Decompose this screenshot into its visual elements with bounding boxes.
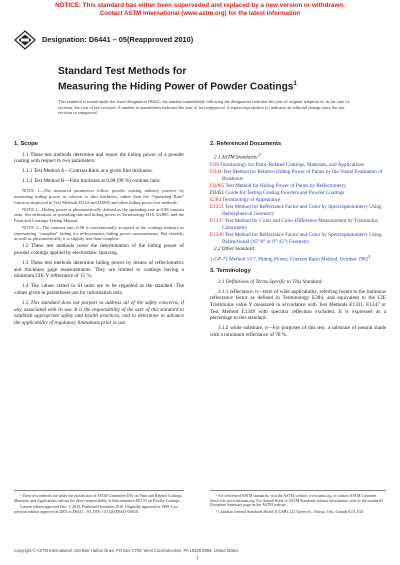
- section-heading-terminology: 3. Terminology: [210, 268, 251, 275]
- page-number: 1: [196, 556, 199, 561]
- other-standard-label: 2.2 Other Standard:: [214, 246, 256, 253]
- footnote-3: ³ Canadian General Standards Board, (CGSB), 222 Queen St., Ottawa, Ont., Canada K1A 1G6.: [216, 510, 365, 515]
- footnotes-left: [14, 490, 184, 517]
- reference-item: [210, 162, 386, 169]
- footnote-1: ¹ These test methods are under the jurisdiction of ASTM Committee D01 on Paint and Related Coatings, Materials, and Applications and are the direct responsibility of Subcommittee D01.51 on Powder Coatings.: [14, 494, 183, 503]
- reference-link[interactable]: D2805: [210, 182, 225, 189]
- terminology-3-1: 3.1 Definitions of Terms Specific to This Standard:: [218, 278, 324, 285]
- other-reference-list: [210, 254, 386, 263]
- scope-1-1: 1.1 These test methods determine and report the hiding power of a powder coating with respect to two parameters:: [14, 151, 184, 165]
- notice-line-1: NOTICE: This standard has either been superseded and replaced by a new version or withdrawn.: [55, 2, 345, 9]
- astm-standards-label: 2.1 ASTM Standards:: [214, 154, 259, 161]
- reference-code: D3451: [210, 190, 225, 197]
- notice-line-2: Contact ASTM International (www.astm.org) for the latest information: [99, 9, 301, 17]
- reference-list: [210, 162, 386, 245]
- reference-item: [210, 197, 386, 204]
- reference-item: [210, 218, 386, 231]
- reference-item: [210, 169, 386, 182]
- reference-link[interactable]: E284: [210, 197, 221, 204]
- footnote-2: ² For referenced ASTM standards, visit the ASTM website, www.astm.org, or contact ASTM Customer Service at service@astm.org. For Annual Book of ASTM Standards volume information, refer to the standard's Document Summary page on the ASTM website.: [210, 494, 383, 508]
- reference-link[interactable]: E1349: [210, 232, 224, 239]
- title-line-1: Standard Test Methods for: [58, 66, 187, 77]
- title-line-2: Measuring the Hiding Power of Powder Coatings: [58, 81, 294, 93]
- scope-1-1-1: 1.1.1 Test Method A—Contrast Ratio at a given film thickness.: [22, 168, 153, 175]
- reference-item: [210, 204, 386, 217]
- note-3: NOTE 3—The contrast ratio 0.98 is conventionally accepted in the coatings industry as representing “complete” hiding for reflectometric hiding power measurements. But visually, as well as photometrically, it is slightly less than complete.: [14, 225, 184, 242]
- reference-title[interactable]: Terminology of Appearance: [222, 197, 281, 204]
- issuance-note: This standard is issued under the fixed designation D6441; the number immediately following the designation indicates the year of original adoption or, in the case of revision, the year of last revision. A number in parentheses indicates the year of last reapproval. A superscript epsilon (ε) indicates an editorial change since the last revision or reapproval.: [58, 99, 349, 116]
- reference-link[interactable]: D344: [210, 169, 222, 176]
- reference-link[interactable]: E1331: [210, 204, 224, 211]
- document-title: [58, 66, 358, 93]
- reference-title[interactable]: Test Method for Reflectance Factor and Color by Spectrophotometry Using Hemispherical Geometry: [222, 204, 382, 218]
- reference-link[interactable]: D16: [210, 161, 219, 168]
- scope-1-1-2: 1.1.2 Test Method B—Film thickness at 0.98 (98 %) contrast ratio.: [22, 178, 161, 185]
- reference-title[interactable]: Terminology for Paint, Related Coatings, Materials, and Applications: [220, 161, 365, 168]
- reference-title[interactable]: Test Method for Color and Color-Difference Measurement by Tristimulus Colorimetry: [222, 218, 378, 231]
- document-header: [14, 30, 389, 50]
- title-footnote-mark: 1: [293, 81, 297, 87]
- footnotes-right: [210, 490, 386, 517]
- reference-title[interactable]: Test Method for Relative Hiding Power of Paints by the Visual Evaluation of Brushouts: [222, 169, 383, 182]
- reference-item: [210, 232, 386, 245]
- supersede-notice: [0, 2, 400, 17]
- right-column: [210, 141, 386, 342]
- reference-title[interactable]: Guide for Testing Coating Powders and Powder Coatings: [225, 190, 345, 197]
- designation: Designation: D6441 – 05(Reapproved 2010): [42, 35, 194, 44]
- reference-title[interactable]: Test Method for Hiding Power of Paints by Reflectometry: [225, 182, 346, 189]
- note-1: NOTE 1—The measured parameters follow powder coating industry practice by measuring hiding power in relation to film thickness, rather than the “Spreading Rate” function employed in Test Methods D344 and D2805 and other hiding power test methods.: [14, 188, 184, 205]
- footnote-mark-3: 3: [368, 253, 371, 259]
- terminology-3-1-1: 3.1.1 reflectance, n—term of wide applicability, referring herein to the luminous reflectance factor as defined in Terminology E284, and equivalent to the CIE Tristimulus value Y measured in accordance with Test Methods E1331, E1347 or Test Method E1349 with specular reflection excluded. It is expressed as a percentage in this standard.: [210, 288, 386, 322]
- astm-logo-icon: [14, 30, 36, 50]
- left-column: [14, 141, 184, 330]
- scope-1-5: 1.5 This standard does not purport to address all of the safety concerns, if any, associated with its use. It is the responsibility of the user of this standard to establish appropriate safety and health practices, and to determine in advance the applicability of regulatory limitations prior to use.: [14, 299, 184, 326]
- scope-1-3: 1.3 These test methods determine hiding power by means of reflectometric and thickness gage measurements. They are limited to coatings having a minimum CIE-Y reflectance of 15 %.: [14, 260, 184, 280]
- reference-item: [210, 183, 386, 190]
- reference-item: [210, 190, 386, 197]
- reference-link[interactable]: E1347: [210, 218, 224, 225]
- footnote-mark-2: 2: [258, 151, 261, 157]
- scope-1-2: 1.2 These test methods cover the determination of the hiding power of powder coatings applied by electrostatic spraying.: [14, 243, 184, 256]
- terminology-3-1-2: 3.1.2 white substrate, n—For purposes of this test, a substrate of neutral shade with a minimum reflectance of 78 %.: [210, 325, 386, 338]
- footnote-1-edition: Current edition approved Dec. 1, 2010. Published December 2010. Originally approved in 1999. Last previous edition approved in 2005 as D6441 – 05. DOI: 10.1520/D6441-05R10.: [14, 505, 178, 515]
- note-2: NOTE 2—Hiding power is photometrically defined as the spreading rate at 0.98 contrast ratio. See definitions of spreading rate and hiding power in Terminology D16, D2805, and the Paint and Coatings Testing Manual.: [14, 206, 184, 223]
- section-heading-referenced: 2. Referenced Documents: [210, 141, 282, 147]
- section-heading-scope: 1. Scope: [14, 141, 38, 147]
- scope-1-4: 1.4 The values stated in SI units are to be regarded as the standard. The values given in parentheses are for information only.: [14, 283, 184, 296]
- reference-title[interactable]: Test Method for Reflectance Factor and Color by Spectrophotometry Using Bidirectional (45°:0° or 0°:45°) Geometry: [222, 232, 382, 245]
- other-reference[interactable]: 1-GP-71 Method 14.7, Hiding Power, Contrast Ratio Method, October 1982: [210, 256, 369, 263]
- copyright-line: Copyright © ASTM International, 100 Barr Harbor Drive, PO Box C700, West Conshohocken, PA 19428-2959. United States: [14, 548, 239, 553]
- reference-item: [210, 254, 386, 263]
